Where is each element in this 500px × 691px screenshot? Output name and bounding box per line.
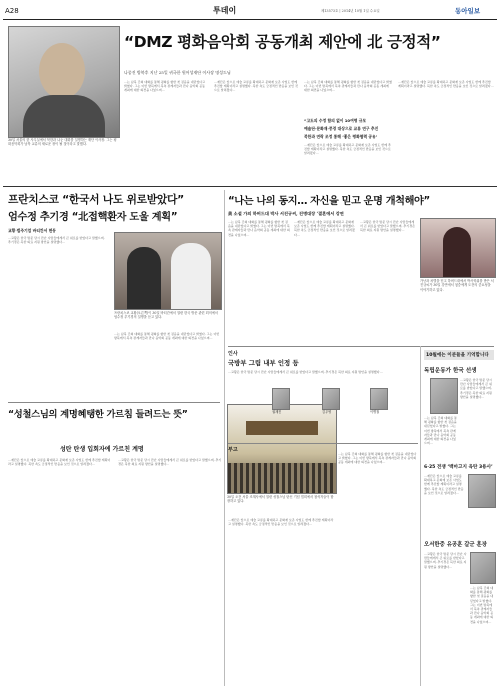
story-a-col-1-text: …교황은 한국 방문 당시 만난 사람들에게서 큰 위로를 받았다고 말했으며, 추기경은 북한 의료 지원 방안을 설명했다… [8, 236, 105, 245]
obit-name-2: 김우영 [322, 410, 332, 414]
obit-text-1: …교황은 한국 방문 당시 만난 사람들에게서 큰 위로를 받았다고 말했으며, 추기경은 북한 의료 지원 방안을 설명했다… [228, 370, 383, 374]
lead-headline: “DMZ 평화음악회 공동개최 제안에 北 긍정적” [124, 33, 441, 51]
lead-subhead-3: 북한과 연락 조정 통해 ‘좋은 평화협력 공유’ [304, 134, 378, 139]
lead-subhead-2: 예술단·문화재·풍경 대상으로 교류 연구 추진 [304, 126, 379, 131]
obit-portrait-1 [272, 388, 290, 410]
story-a-headline: 프란치스코 “한국서 나도 위로받았다” [8, 193, 184, 206]
story-c-col-2 [294, 220, 356, 344]
right-box-4-title: 오서한중 유공훈 갈군 훈장 [424, 542, 487, 548]
story-c-photo [420, 218, 496, 278]
obit-col-1-text: …는 남북 간의 대화를 통해 평화를 향한 첫 걸음을 내딛었다고 밝혔다. 그는 이번 방북에서 북측 관계자들과 만나 음악회 공동 개최에 대한 의견을 나눴으며… [338, 452, 417, 465]
story-a-photo [114, 232, 222, 310]
obit-col-1 [338, 452, 418, 684]
figure-right [171, 243, 211, 309]
story-c-col-3 [360, 220, 416, 344]
right-col-2 [424, 416, 458, 460]
story-b-col-2 [118, 458, 222, 684]
story-c-col-3-text: …교황은 한국 방문 당시 만난 사람들에게서 큰 위로를 받았다고 말했으며, 추기경은 북한 의료 지원 방안을 설명했다… [360, 220, 415, 233]
lead-col-2 [214, 80, 298, 175]
right-col-5 [470, 586, 494, 684]
right-box-1 [424, 350, 494, 360]
right-col-3 [424, 474, 464, 532]
right-box-2-title: 독립운동가 한국 선생 [424, 368, 477, 374]
right-portrait-2 [468, 474, 496, 508]
right-portrait-1 [430, 378, 458, 414]
lead-kicker: 나종진 방북후 지난 25일 귀국한 원어성재단 이사장 명성드님 [124, 70, 231, 75]
right-col-5-text: …는 남북 간의 대화를 통해 평화를 향한 첫 걸음을 내딛었다고 밝혔다. 그는 이번 방북에서 북측 관계자들과 만나 음악회 공동 개최에 대한 의견을 나눴으며… [470, 586, 494, 624]
obit-title: 인사 [228, 351, 238, 357]
crowd [228, 463, 336, 493]
lead-body [124, 80, 494, 175]
story-c-col-1-text: …는 남북 간의 대화를 통해 평화를 향한 첫 걸음을 내딛었다고 밝혔다. 그는 이번 방북에서 북측 관계자들과 만나 음악회 공동 개최에 대한 의견을 나눴으며… [228, 220, 290, 237]
right-col-4-text: …교황은 한국 방문 당시 만난 사람들에게서 큰 위로를 받았다고 말했으며, 추기경은 북한 의료 지원 방안을 설명했다… [424, 552, 467, 569]
lead-col-1-text: …는 남북 간의 대화를 통해 평화를 향한 첫 걸음을 내딛었다고 밝혔다. 그는 이번 방북에서 북측 관계자들과 만나 음악회 공동 개최에 대한 의견을 나눴으며… [124, 80, 206, 93]
lead-col-3 [304, 80, 392, 175]
story-c-headline: “나는 나의 동지… 자신을 믿고 운명 개척해야” [228, 196, 430, 207]
obit-col-2-text: …재단은 앞으로 예술 교류를 확대하고 문화재 보존 사업도 함께 추진할 계획이라고 설명했다. 북한 측도 긍정적인 반응을 보인 것으로 알려졌다… [228, 518, 334, 527]
lead-subhead-1: “고도의 수정 합의 없이 10여명 규모 [304, 118, 367, 123]
story-a-photo-caption: 프란치스코 교황(오른쪽)이 30일 바티칸에서 열린 한국 방문 관련 회의에서 엄수정 추기경의 설명을 듣고 있다. [114, 311, 218, 320]
story-b-photo-caption: 30일 오전 서울 조계사에서 열린 성철스님 탄신 기념 법회에서 참석자들이 합장하고 있다. [227, 495, 334, 504]
lead-col-1 [124, 80, 208, 175]
lead-col-3-more: …재단은 앞으로 예술 교류를 확대하고 문화재 보존 사업도 함께 추진할 계획이라고 설명했다. 북한 측도 긍정적인 반응을 보인 것으로 알려졌다… [304, 143, 391, 156]
figure-left [127, 247, 161, 309]
masthead [3, 4, 497, 17]
speaker-figure [443, 227, 471, 277]
right-col-3-text: …재단은 앞으로 예술 교류를 확대하고 문화재 보존 사업도 함께 추진할 계획이라고 설명했다. 북한 측도 긍정적인 반응을 보인 것으로 알려졌다… [424, 474, 464, 495]
lead-col-3-text: …는 남북 간의 대화를 통해 평화를 향한 첫 걸음을 내딛었다고 밝혔다. 그는 이번 방북에서 북측 관계자들과 만나 음악회 공동 개최에 대한 의견을 나눴으며… [304, 80, 392, 93]
portrait-body [23, 95, 105, 137]
story-a-lead-label: 교황·법주기엄 바티칸서 면동 [8, 228, 56, 233]
lead-photo-caption: 30일 서울의 한 사무실에서 북한과 나눈 대화를 설명하는 재단 이사장. 그는 평화음악회가 남북 교류의 새로운 장이 될 것이라고 말했다. [8, 138, 117, 147]
right-col-1-text: …교황은 한국 방문 당시 만난 사람들에게서 큰 위로를 받았다고 말했으며, 추기경은 북한 의료 지원 방안을 설명했다… [460, 378, 492, 399]
obit-name-3: 이병철 [370, 410, 380, 414]
story-b-col-1 [8, 458, 112, 684]
obit-label: 부고 [228, 447, 238, 453]
portrait-head [39, 43, 85, 99]
obit-name-1: 권재진 [272, 410, 282, 414]
story-b-deck: 성탄 탄생 입회자에 가르친 계명 [60, 446, 144, 453]
story-a-deck: 엄수정 추기경 “北접핵환자 도울 계획” [8, 212, 178, 223]
page-number: A28 [5, 7, 19, 15]
obit-portrait-2 [322, 388, 340, 410]
story-b-col-2-text: …교황은 한국 방문 당시 만난 사람들에게서 큰 위로를 받았다고 말했으며, 추기경은 북한 의료 지원 방안을 설명했다… [118, 458, 222, 467]
right-col-2-text: …는 남북 간의 대화를 통해 평화를 향한 첫 걸음을 내딛었다고 밝혔다. 그는 이번 방북에서 북측 관계자들과 만나 음악회 공동 개최에 대한 의견을 나눴으며… [424, 416, 457, 446]
right-col-4 [424, 552, 468, 684]
story-a-col-2 [114, 332, 220, 398]
issue-line: 제13573호 | 2014년 10월 1일 수요일 [321, 9, 380, 13]
right-box-1-title: 10월에는 이분들을 기억합니다 [426, 353, 489, 358]
right-col-1 [460, 378, 494, 458]
brand: 동아일보 [455, 7, 481, 15]
lead-photo [8, 26, 120, 138]
right-portrait-3 [470, 552, 496, 584]
story-b-headline: “성철스님의 계명혜탱한 가르침 들려드는 뜻” [8, 409, 188, 420]
obit-portrait-3 [370, 388, 388, 410]
story-c-col-1 [228, 220, 290, 344]
story-c-deck: 美 소설 가의 하버드대 박사 서진규씨, 진병대장 ‘결혼에서 강연 [228, 211, 344, 216]
story-b-col-1-text: …재단은 앞으로 예술 교류를 확대하고 문화재 보존 사업도 함께 추진할 계획이라고 설명했다. 북한 측도 긍정적인 반응을 보인 것으로 알려졌다… [8, 458, 111, 467]
lead-col-4 [398, 80, 494, 175]
section-label: 투데이 [213, 6, 237, 15]
story-a-col-2-text: …는 남북 간의 대화를 통해 평화를 향한 첫 걸음을 내딛었다고 밝혔다. 그는 이번 방북에서 북측 관계자들과 만나 음악회 공동 개최에 대한 의견을 나눴으며… [114, 332, 220, 341]
story-c-photo-caption: 가난과 차별을 딛고 하버드대에서 박사학위를 받은 서진규씨가 30일 강연에서 청중에게 도전의 중요성을 이야기하고 있다. [420, 279, 494, 292]
obit-col-2 [228, 518, 334, 684]
lead-col-4-text: …재단은 앞으로 예술 교류를 확대하고 문화재 보존 사업도 함께 추진할 계획이라고 설명했다. 북한 측도 긍정적인 반응을 보인 것으로 알려졌다… [398, 80, 494, 89]
story-a-col-1 [8, 236, 108, 398]
obit-subtitle: 국방부 그림 내부 인정 등 [228, 359, 299, 367]
lead-col-2-text: …재단은 앞으로 예술 교류를 확대하고 문화재 보존 사업도 함께 추진할 계획이라고 설명했다. 북한 측도 긍정적인 반응을 보인 것으로 알려졌다… [214, 80, 298, 93]
story-c-col-2-text: …재단은 앞으로 예술 교류를 확대하고 문화재 보존 사업도 함께 추진할 계획이라고 설명했다. 북한 측도 긍정적인 반응을 보인 것으로 알려졌다… [294, 220, 355, 237]
right-box-3-title: 6·25 전쟁 ‘백마고지 육탄 3용사’ [424, 465, 493, 470]
